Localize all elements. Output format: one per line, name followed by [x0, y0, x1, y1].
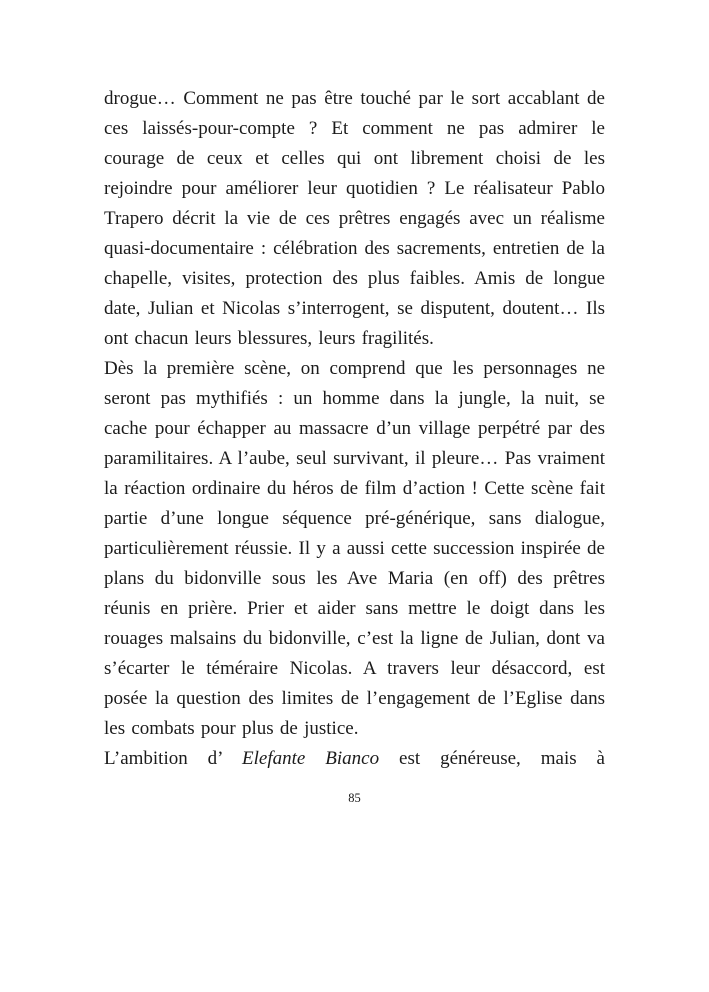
film-title-italic: Elefante Bianco [242, 748, 380, 769]
text-run-before: L’ambition d’ [104, 748, 243, 769]
paragraph-1: drogue… Comment ne pas être touché par le sort accablant de ces laissés-pour-compte ? Et comment ne pas admirer le courage de ceux et celles qui ont librement choisi de les rejoindre pour améliorer leur quotidien ? Le réalisateur Pablo Trapero décrit la vie de ces prêtres engagés avec un réalisme quasi-documentaire : célébration des sacrements, entretien de la chapelle, visites, protection des plus faibles. Amis de longue date, Julian et Nicolas s’interrogent, se disputent, doutent… Ils ont chacun leurs blessures, leurs fragilités. [104, 88, 605, 349]
paragraph-3 [104, 744, 605, 774]
page-number: 85 [348, 791, 361, 805]
text-run-after: est généreuse, mais à [379, 748, 605, 769]
paragraph-2: Dès la première scène, on comprend que les personnages ne seront pas mythifiés : un homme dans la jungle, la nuit, se cache pour échapper au massacre d’un village perpétré par des paramilitaires. A l’aube, seul survivant, il pleure… Pas vraiment la réaction ordinaire du héros de film d’action ! Cette scène fait partie d’une longue séquence pré-générique, sans dialogue, particulièrement réussie. Il y a aussi cette succession inspirée de plans du bidonville sous les Ave Maria (en off) des prêtres réunis en prière. Prier et aider sans mettre le doigt dans les rouages malsains du bidonville, c’est la ligne de Julian, dont va s’écarter le téméraire Nicolas. A travers leur désaccord, est posée la question des limites de l’engagement de l’Eglise dans les combats pour plus de justice. [104, 358, 605, 739]
text-block [104, 84, 605, 774]
